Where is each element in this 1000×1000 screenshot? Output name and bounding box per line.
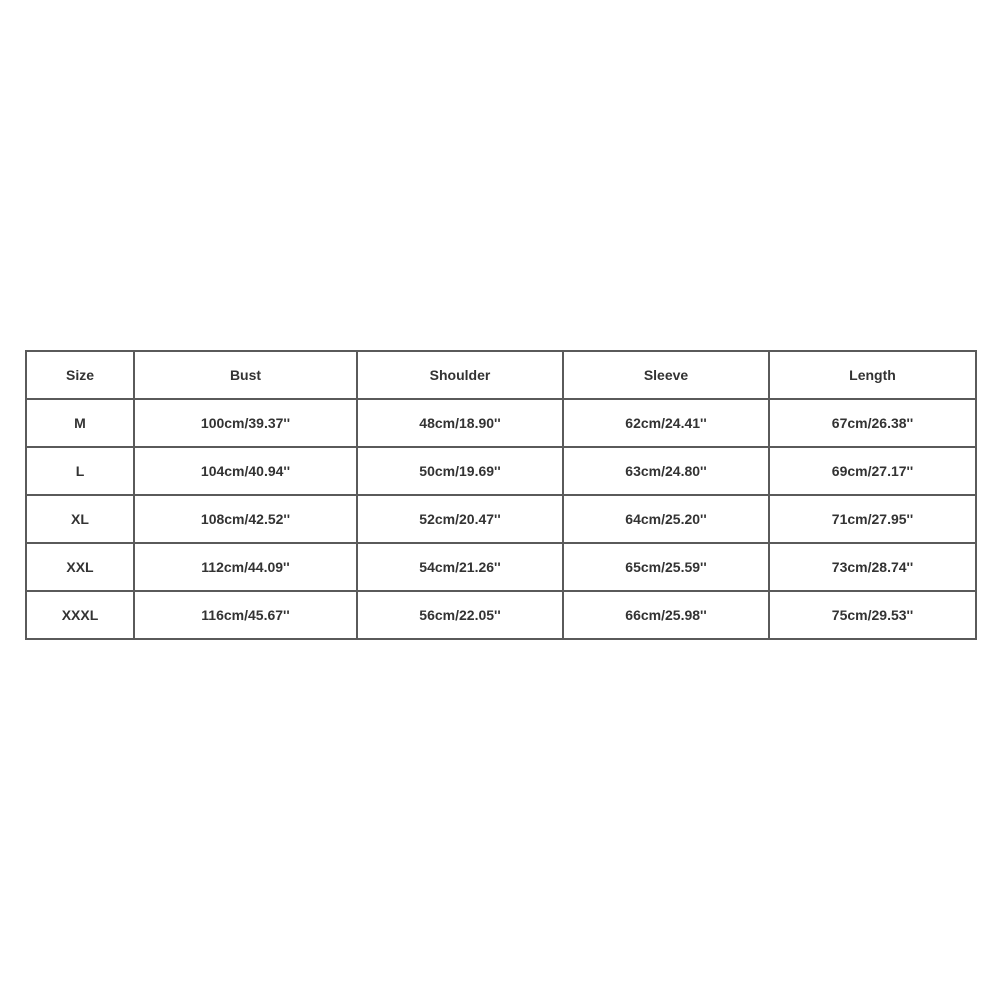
header-row <box>26 351 976 399</box>
size-cell: L <box>26 447 134 495</box>
bust-cell: 104cm/40.94'' <box>134 447 357 495</box>
shoulder-cell: 50cm/19.69'' <box>357 447 563 495</box>
header-sleeve: Sleeve <box>563 351 769 399</box>
header-size: Size <box>26 351 134 399</box>
size-cell: XXXL <box>26 591 134 639</box>
shoulder-cell: 52cm/20.47'' <box>357 495 563 543</box>
length-cell: 67cm/26.38'' <box>769 399 976 447</box>
bust-cell: 108cm/42.52'' <box>134 495 357 543</box>
sleeve-cell: 62cm/24.41'' <box>563 399 769 447</box>
length-cell: 75cm/29.53'' <box>769 591 976 639</box>
sleeve-cell: 63cm/24.80'' <box>563 447 769 495</box>
table-row <box>26 495 976 543</box>
shoulder-cell: 48cm/18.90'' <box>357 399 563 447</box>
size-chart-table <box>25 350 977 640</box>
sleeve-cell: 66cm/25.98'' <box>563 591 769 639</box>
table-row <box>26 447 976 495</box>
length-cell: 71cm/27.95'' <box>769 495 976 543</box>
bust-cell: 100cm/39.37'' <box>134 399 357 447</box>
bust-cell: 112cm/44.09'' <box>134 543 357 591</box>
size-cell: XL <box>26 495 134 543</box>
table-row <box>26 543 976 591</box>
header-shoulder: Shoulder <box>357 351 563 399</box>
header-bust: Bust <box>134 351 357 399</box>
table-row <box>26 399 976 447</box>
sleeve-cell: 64cm/25.20'' <box>563 495 769 543</box>
length-cell: 73cm/28.74'' <box>769 543 976 591</box>
size-cell: XXL <box>26 543 134 591</box>
length-cell: 69cm/27.17'' <box>769 447 976 495</box>
header-length: Length <box>769 351 976 399</box>
shoulder-cell: 54cm/21.26'' <box>357 543 563 591</box>
table-row <box>26 591 976 639</box>
sleeve-cell: 65cm/25.59'' <box>563 543 769 591</box>
shoulder-cell: 56cm/22.05'' <box>357 591 563 639</box>
bust-cell: 116cm/45.67'' <box>134 591 357 639</box>
size-cell: M <box>26 399 134 447</box>
